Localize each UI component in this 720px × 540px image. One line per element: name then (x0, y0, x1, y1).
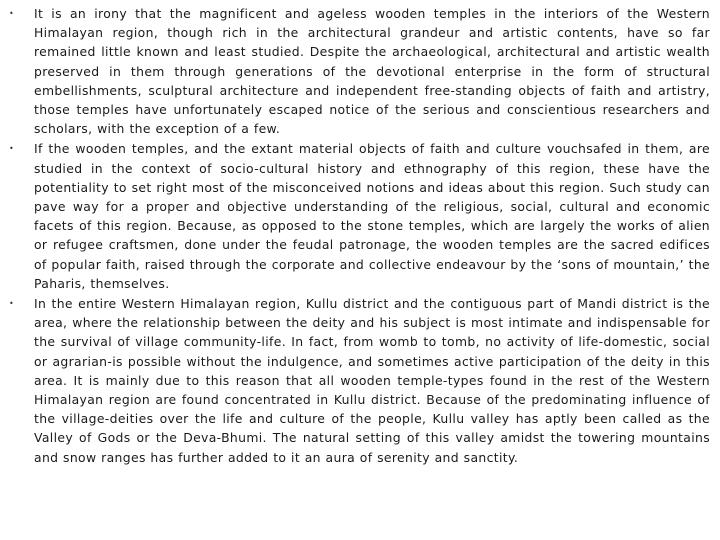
paragraph-text: It is an irony that the magnificent and ageless wooden temples in the interiors of the Western Himalayan region, though rich in the architectural grandeur and artistic contents, have so far remained little known and least studied. Despite the archaeological, architectural and artistic wealth preserved in them through generations of the devotional enterprise in the form of structural embellishments, sculptural architecture and independent free-standing objects of faith and artistry, those temples have unfortunately escaped notice of the serious and conscientious researchers and scholars, with the exception of a few. (34, 6, 710, 137)
bullet-marker: • (9, 299, 15, 309)
list-item (8, 4, 710, 138)
paragraph-text: In the entire Western Himalayan region, Kullu district and the contiguous part of Mandi district is the area, where the relationship between the deity and his subject is most intimate and indispensable for the survival of village community-life. In fact, from womb to tomb, no activity of life-domestic, social or agrarian-is possible without the indulgence, and sometimes active participation of the deity in this area. It is mainly due to this reason that all wooden temple-types found in the rest of the Western Himalayan region are found concentrated in Kullu district. Because of the predominating influence of the village-deities over the life and culture of the people, Kullu valley has aptly been called as the Valley of Gods or the Deva-Bhumi. The natural setting of this valley amidst the towering mountains and snow ranges has further added to it an aura of serenity and sanctity. (34, 296, 710, 465)
list-item (8, 139, 710, 293)
bullet-marker: • (9, 9, 15, 18)
list-item (8, 294, 710, 467)
bullet-marker: • (9, 144, 15, 154)
bullet-list (8, 4, 710, 467)
paragraph-text: If the wooden temples, and the extant material objects of faith and culture vouchsafed in them, are studied in the context of socio-cultural history and ethnography of this region, these have the potentiality to set right most of the misconceived notions and ideas about this region. Such study can pave way for a proper and objective understanding of the religious, social, cultural and economic facets of this region. Because, as opposed to the stone temples, which are largely the works of alien or refugee craftsmen, done under the feudal patronage, the wooden temples are the sacred edifices of popular faith, raised through the corporate and collective endeavour by the ‘sons of mountain,’ the Paharis, themselves. (34, 141, 710, 291)
